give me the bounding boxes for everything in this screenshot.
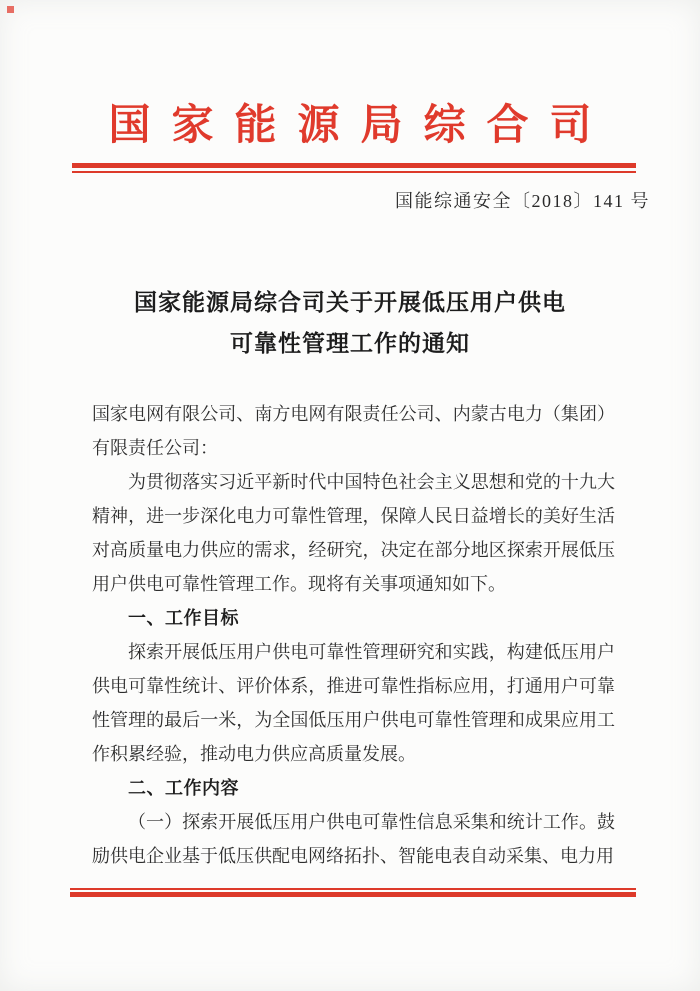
- document-title-line-1: 国家能源局综合司关于开展低压用户供电: [134, 290, 566, 315]
- scan-artifact-mark: [7, 6, 14, 13]
- document-body: [92, 397, 615, 873]
- agency-name: 国家能源局综合司: [108, 103, 613, 149]
- recipients-line: 国家电网有限公司、南方电网有限责任公司、内蒙古电力（集团）有限责任公司：: [92, 404, 615, 458]
- footer-rule-thick-line: [70, 892, 636, 897]
- section-heading-work-content: 二、工作内容: [128, 778, 239, 798]
- section-heading-work-goals: 一、工作目标: [128, 608, 239, 628]
- header-separator-rule: [72, 163, 636, 173]
- paragraph-work-background: 为贯彻落实习近平新时代中国特色社会主义思想和党的十九大精神，进一步深化电力可靠性管理，保障人民日益增长的美好生活对高质量电力供应的需求，经研究，决定在部分地区探索开展低压用户供电可靠性管理工作。现将有关事项通知如下。: [92, 472, 615, 594]
- document-number: 国能综通安全〔2018〕141 号: [395, 191, 650, 211]
- paragraph-work-goals: 探索开展低压用户供电可靠性管理研究和实践，构建低压用户供电可靠性统计、评价体系，推进可靠性指标应用，打通用户可靠性管理的最后一米，为全国低压用户供电可靠性管理和成果应用工作积累经验，推动电力供应高质量发展。: [92, 642, 615, 764]
- document-title: [0, 282, 700, 364]
- footer-separator-rule: [70, 888, 636, 897]
- header-rule-thin-line: [72, 171, 636, 173]
- document-title-line-2: 可靠性管理工作的通知: [230, 331, 470, 356]
- paragraph-work-content-item-1: （一）探索开展低压用户供电可靠性信息采集和统计工作。鼓励供电企业基于低压供配电网络拓扑、智能电表自动采集、电力用: [92, 812, 615, 866]
